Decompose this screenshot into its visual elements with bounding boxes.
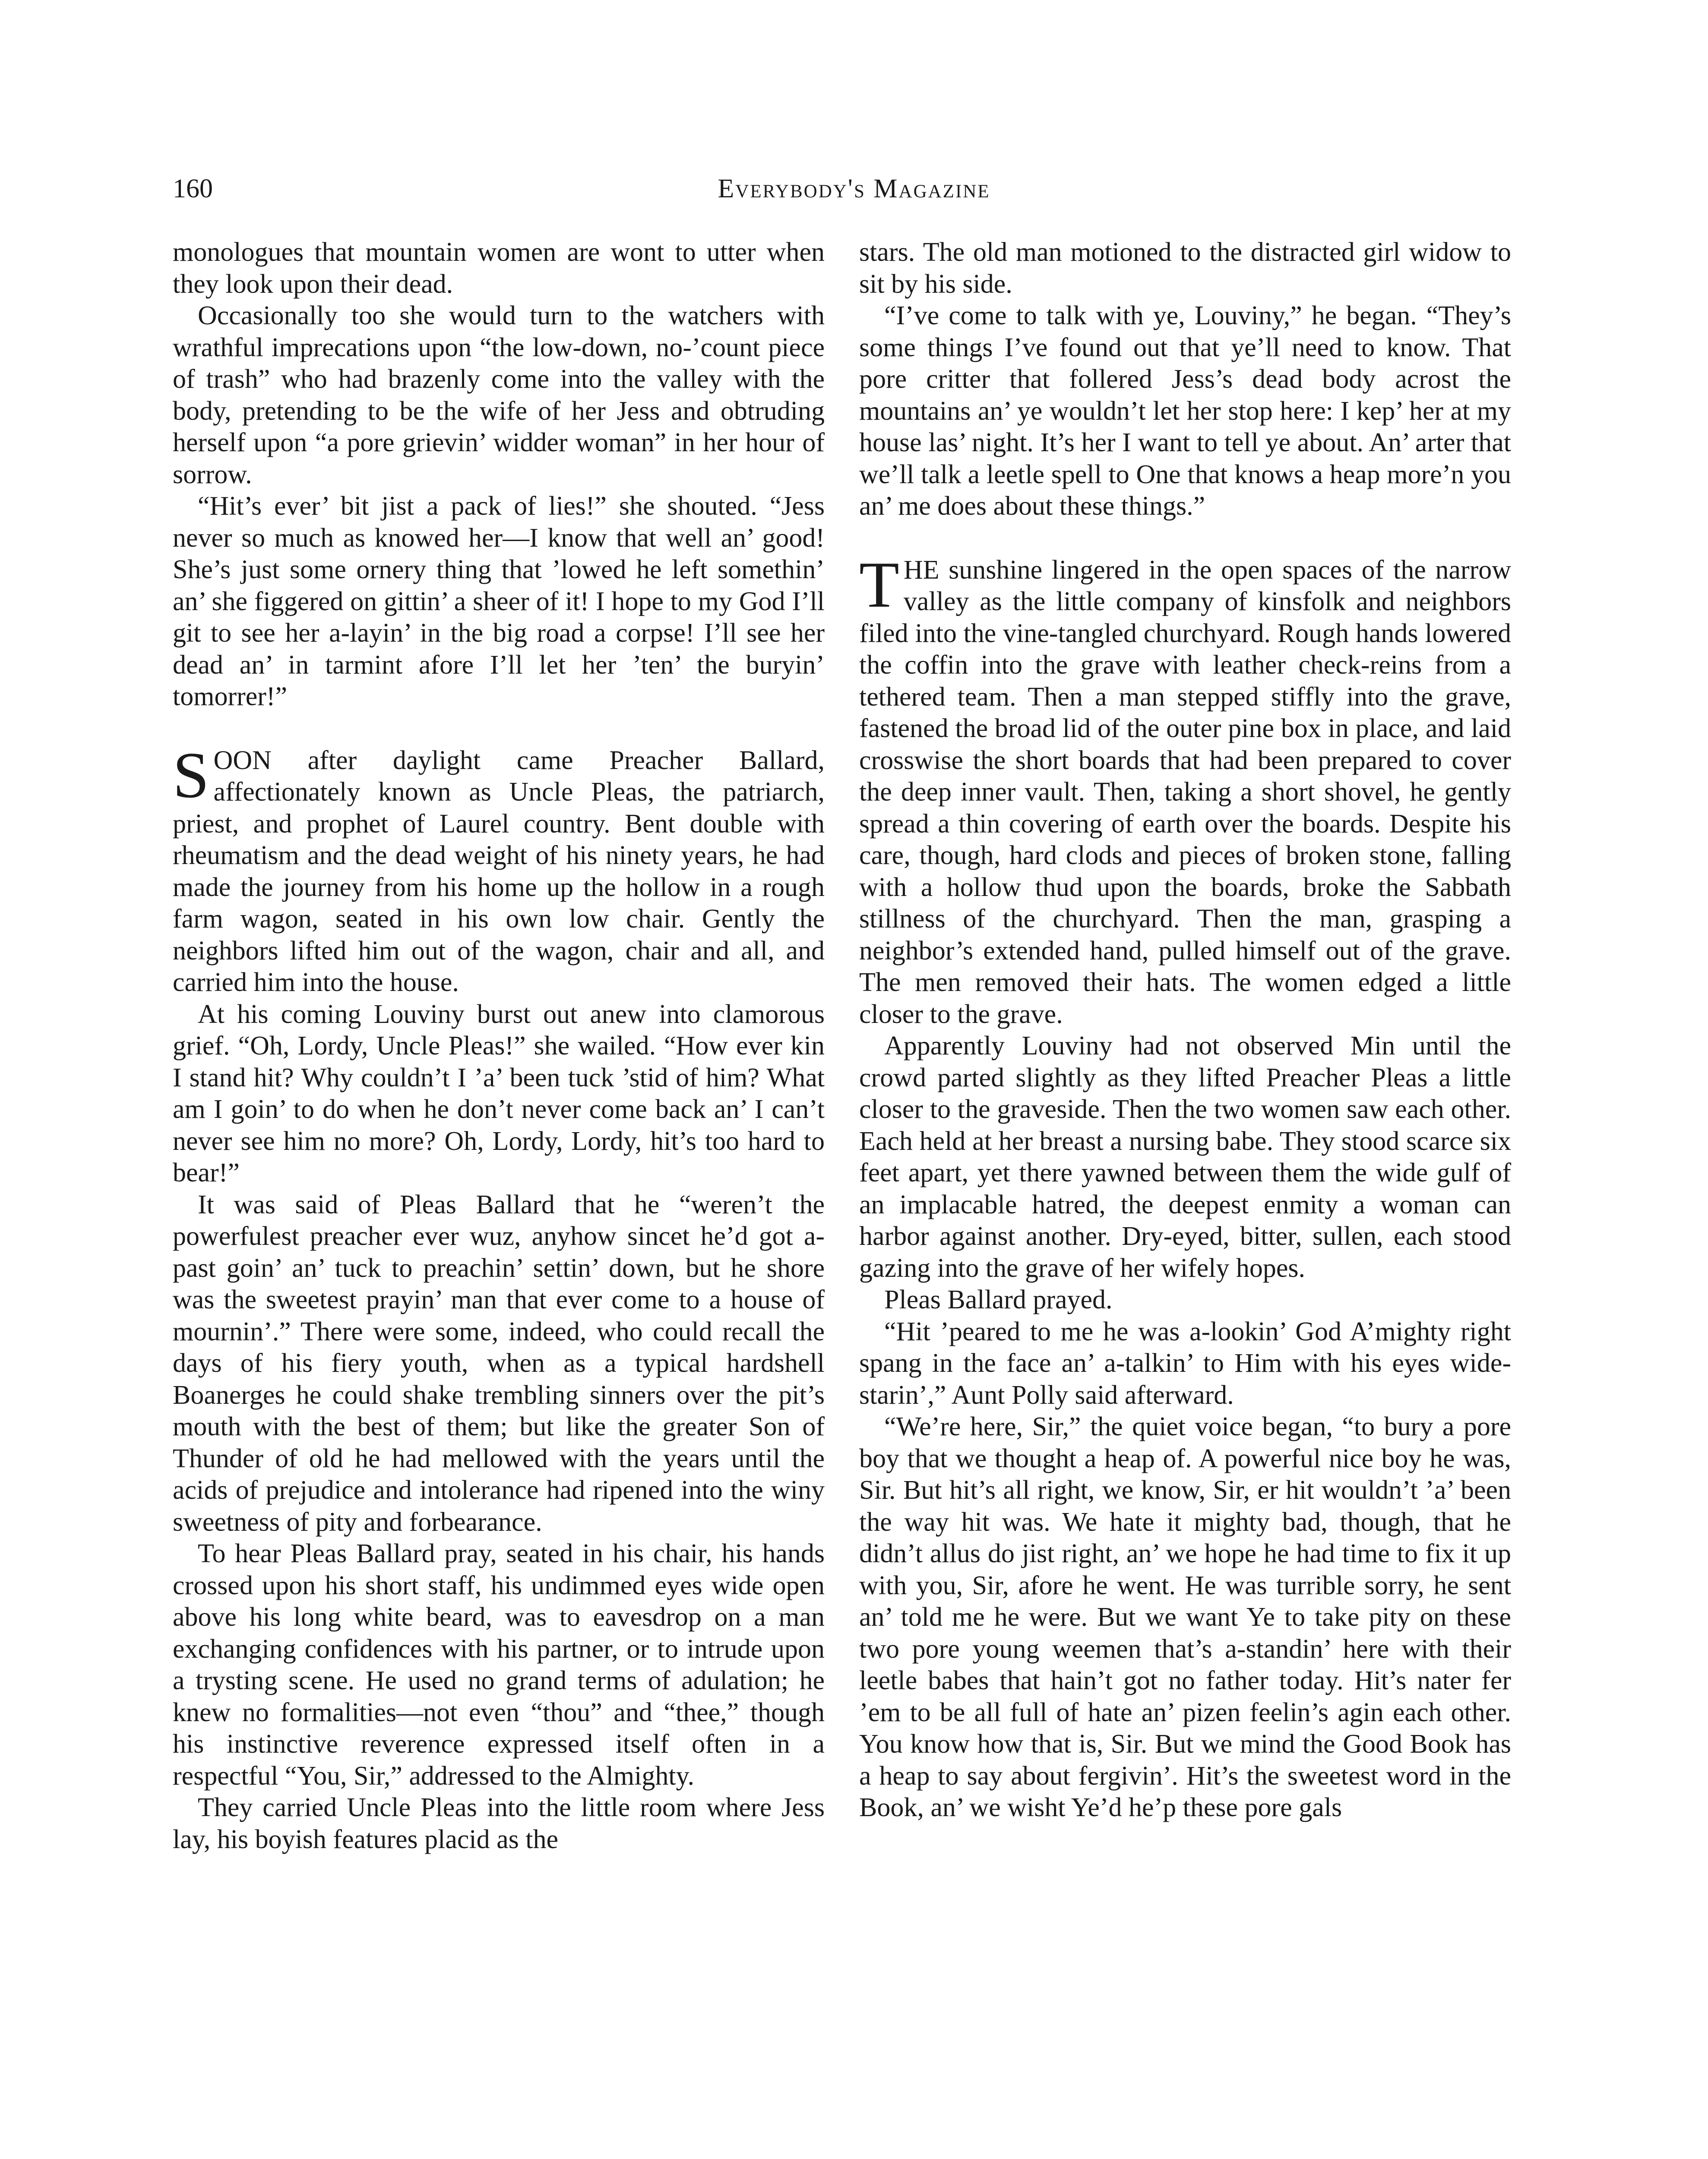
- drop-cap: S: [173, 738, 209, 811]
- paragraph: Pleas Ballard prayed.: [884, 1285, 1113, 1314]
- drop-cap: T: [859, 548, 899, 621]
- section-start-paragraph: [173, 738, 825, 999]
- paragraph: They carried Uncle Pleas into the little room where Jess lay, his boyish features placid as the: [173, 1793, 825, 1854]
- paragraph-text: OON after daylight came Preacher Ballard, affectionately known as Uncle Pleas, the patriarch, priest, and prophet of Laurel country. Bent double with rheumatism and the dead weight of his ninety years, he had made the journey from his home up the hollow in a rough farm wagon, seated in his own low chair. Gently the neighbors lifted him out of the wagon, chair and all, and carried him into the house.: [173, 745, 825, 997]
- running-title: Everybody's Magazine: [718, 174, 990, 203]
- paragraph: To hear Pleas Ballard pray, seated in his chair, his hands crossed upon his short staff, his undimmed eyes wide open above his long white beard, was to eavesdrop on a man exchanging confidences with his partner, or to intrude upon a trysting scene. He used no grand terms of adulation; he knew no formalities—not even “thou” and “thee,” though his instinctive reverence expressed itself often in a respectful “You, Sir,” addressed to the Almighty.: [173, 1539, 825, 1791]
- paragraph: stars. The old man motioned to the distracted girl widow to sit by his side.: [859, 237, 1511, 299]
- paragraph: monologues that mountain women are wont to utter when they look upon their dead.: [173, 237, 825, 299]
- paragraph: “We’re here, Sir,” the quiet voice began, “to bury a pore boy that we thought a heap of. A powerful nice boy he was, Sir. But hit’s all right, we know, Sir, er hit wouldn’t ’a’ been the way hit was. We hate it mighty bad, though, that he didn’t allus do jist right, an’ we hope he had time to fix it up with you, Sir, afore he went. He was turrible sorry, he sent an’ told me he were. But we want Ye to take pity on these two pore young weemen that’s a-standin’ here with their leetle babes that hain’t got no father today. Hit’s nater fer ’em to be all full of hate an’ pizen feelin’s agin each other. You know how that is, Sir. But we mind the Good Book has a heap to say about fergivin’. Hit’s the sweetest word in the Book, an’ we wisht Ye’d he’p these pore gals: [859, 1412, 1511, 1822]
- paragraph: “I’ve come to talk with ye, Louviny,” he began. “They’s some things I’ve found out that ye’ll need to know. That pore critter that follered Jess’s dead body acrost the mountains an’ ye wouldn’t let her stop here: I kep’ her at my house las’ night. It’s her I want to tell ye about. An’ arter that we’ll talk a leetle spell to One that knows a heap more’n you an’ me does about these things.”: [859, 301, 1511, 521]
- page-header: [0, 169, 1708, 208]
- paragraph: Occasionally too she would turn to the watchers with wrathful imprecations upon “the low-down, no-’count piece of trash” who had brazenly come into the valley with the body, pretending to be the wife of her Jess and obtruding herself upon “a pore grievin’ widder woman” in her hour of sorrow.: [173, 301, 825, 489]
- page-number: 160: [173, 174, 213, 203]
- right-column: [859, 237, 1511, 1824]
- paragraph: It was said of Pleas Ballard that he “weren’t the powerfulest preacher ever wuz, anyhow sincet he’d got a-past goin’ an’ tuck to preachin’ settin’ down, but he shore was the sweetest prayin’ man that ever come to a house of mournin’.” There were some, indeed, who could recall the days of his fiery youth, when as a typical hardshell Boanerges he could shake trembling sinners over the pit’s mouth with the best of them; but like the greater Son of Thunder of old he had mellowed with the years until the acids of prejudice and intolerance had ripened into the winy sweetness of pity and forbearance.: [173, 1190, 825, 1537]
- left-column: [173, 237, 825, 1855]
- paragraph: “Hit ’peared to me he was a-lookin’ God A’mighty right spang in the face an’ a-talkin’ to Him with his eyes wide-starin’,” Aunt Polly said afterward.: [859, 1317, 1511, 1410]
- paragraph-text: HE sunshine lingered in the open spaces of the narrow valley as the little company of kinsfolk and neighbors filed into the vine-tangled churchyard. Rough hands lowered the coffin into the grave with leather check-reins from a tethered team. Then a man stepped stiffly into the grave, fastened the broad lid of the outer pine box in place, and laid crosswise the short boards that had been prepared to cover the deep inner vault. Then, taking a short shovel, he gently spread a thin covering of earth over the boards. Despite his care, though, hard clods and pieces of broken stone, falling with a hollow thud upon the boards, broke the Sabbath stillness of the churchyard. Then the man, grasping a neighbor’s extended hand, pulled himself out of the grave. The men removed their hats. The women edged a little closer to the grave.: [859, 555, 1511, 1029]
- paragraph: At his coming Louviny burst out anew into clamorous grief. “Oh, Lordy, Uncle Pleas!” she wailed. “How ever kin I stand hit? Why couldn’t I ’a’ been tuck ’stid of him? What am I goin’ to do when he don’t never come back an’ I can’t never see him no more? Oh, Lordy, Lordy, hit’s too hard to bear!”: [173, 999, 825, 1187]
- paragraph: Apparently Louviny had not observed Min until the crowd parted slightly as they lifted Preacher Pleas a little closer to the graveside. Then the two women saw each other. Each held at her breast a nursing babe. They stood scarce six feet apart, yet there yawned between them the wide gulf of an implacable hatred, the deepest enmity a woman can harbor against another. Dry-eyed, bitter, sullen, each stood gazing into the grave of her wifely hopes.: [859, 1031, 1511, 1283]
- section-start-paragraph: [859, 548, 1511, 1031]
- paragraph: “Hit’s ever’ bit jist a pack of lies!” she shouted. “Jess never so much as knowed her—I know that well an’ good! She’s just some ornery thing that ’lowed he left somethin’ an’ she figgered on gittin’ a sheer of it! I hope to my God I’ll git to see her a-layin’ in the big road a corpse! I’ll see her dead an’ in tarmint afore I’ll let her ’ten’ the buryin’ tomorrer!”: [173, 491, 825, 711]
